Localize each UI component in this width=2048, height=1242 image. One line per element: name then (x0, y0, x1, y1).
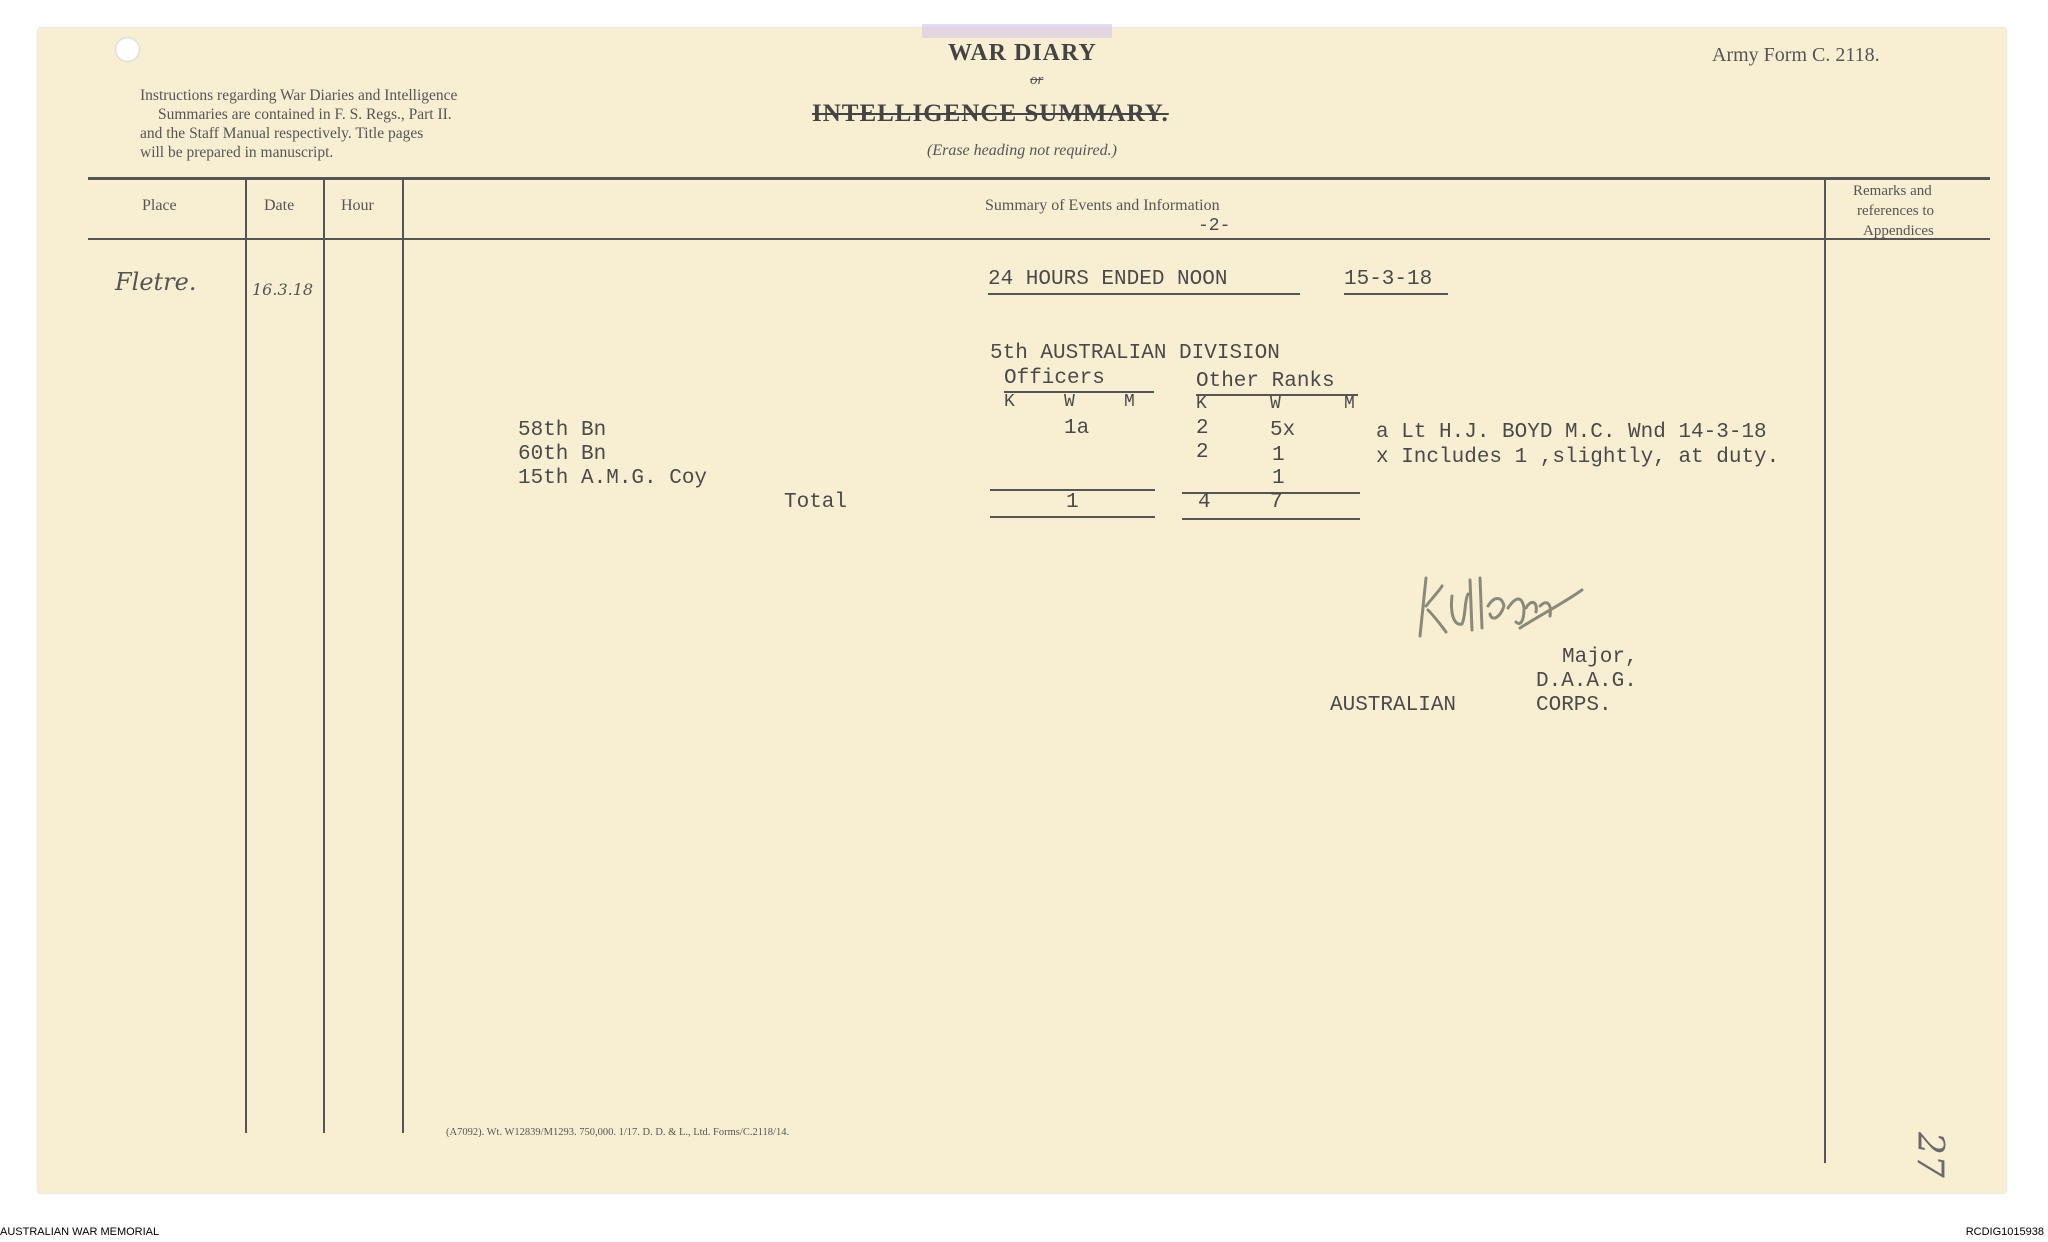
col-rule-remarks (1824, 178, 1826, 1163)
col-header-remarks-2: references to (1857, 203, 1935, 219)
entry-place: Fletre. (115, 268, 197, 296)
header-bottom-rule (88, 238, 1990, 240)
form-title: WAR DIARY (948, 40, 1097, 66)
print-code: (A7092). Wt. W12839/M1293. 750,000. 1/17. D. D. & L., Ltd. Forms/C.2118/14. (446, 1127, 790, 1138)
signature-unit-right: CORPS. (1536, 694, 1612, 717)
note-a: a Lt H.J. BOYD M.C. Wnd 14-3-18 (1376, 421, 1767, 444)
row-other-w: 1 (1272, 467, 1285, 490)
total-bottom-rule-other (1182, 518, 1360, 520)
other-w-header: W (1270, 394, 1281, 414)
row-unit: 60th Bn (518, 443, 607, 466)
row-other-k: 2 (1196, 441, 1209, 464)
division-heading: 5th AUSTRALIAN DIVISION (990, 342, 1280, 365)
folio-number: 27 (1909, 1132, 1950, 1178)
col-header-date: Date (264, 197, 295, 214)
original-stamp (922, 24, 1112, 38)
note-x: x Includes 1 ,slightly, at duty. (1376, 446, 1780, 469)
officers-m-header: M (1124, 392, 1135, 412)
col-rule-place (245, 178, 247, 1133)
archive-caption-right: RCDIG1015938 (1965, 1226, 2044, 1238)
col-header-place: Place (142, 197, 177, 214)
other-k-header: K (1196, 394, 1207, 414)
total-bottom-rule-officers (990, 516, 1155, 518)
row-unit: 58th Bn (518, 419, 607, 442)
instructions-line-2: Summaries are contained in F. S. Regs., Part II. (158, 106, 452, 123)
archive-caption-left: AUSTRALIAN WAR MEMORIAL (0, 1226, 160, 1238)
total-label: Total (784, 491, 848, 514)
handwritten-signature (1412, 566, 1592, 656)
form-or: or (1030, 72, 1044, 88)
signature-post: D.A.A.G. (1536, 670, 1637, 693)
total-other-w: 7 (1270, 491, 1283, 514)
instructions-line-1: Instructions regarding War Diaries and Intelligence (140, 87, 458, 104)
instructions-line-4: will be prepared in manuscript. (140, 144, 334, 161)
instructions-line-3: and the Staff Manual respectively. Title pages (140, 125, 424, 142)
row-other-w: 1 (1272, 444, 1285, 467)
row-officers-w: 1a (1064, 417, 1090, 440)
row-unit: 15th A.M.G. Coy (518, 467, 708, 490)
other-m-header: M (1344, 394, 1355, 414)
col-rule-date (323, 178, 325, 1133)
report-heading-right: 15-3-18 (1344, 268, 1433, 291)
signature-unit-left: AUSTRALIAN (1330, 694, 1457, 717)
heading-underline-left (988, 293, 1300, 295)
row-other-k: 2 (1196, 417, 1209, 440)
col-rule-hour (402, 178, 404, 1133)
erase-note: (Erase heading not required.) (927, 142, 1117, 159)
form-subtitle: INTELLIGENCE SUMMARY. (812, 100, 1169, 127)
col-header-summary: Summary of Events and Information (985, 197, 1220, 214)
signature-rank: Major, (1562, 646, 1638, 669)
officers-w-header: W (1064, 392, 1075, 412)
heading-underline-right (1344, 293, 1448, 295)
entry-date: 16.3.18 (252, 280, 314, 299)
col-header-remarks-3: Appendices (1863, 223, 1934, 239)
officers-k-header: K (1004, 392, 1015, 412)
army-form-number: Army Form C. 2118. (1712, 44, 1880, 66)
col-header-remarks-1: Remarks and (1853, 183, 1932, 199)
table-top-rule (88, 177, 1990, 180)
total-other-k: 4 (1198, 491, 1211, 514)
page-number: -2- (1198, 216, 1231, 236)
col-header-hour: Hour (341, 197, 374, 214)
officers-label: Officers (1004, 367, 1105, 390)
report-heading-left: 24 HOURS ENDED NOON (988, 268, 1228, 291)
punch-hole (115, 37, 140, 62)
total-officers-w: 1 (1066, 491, 1079, 514)
other-ranks-label: Other Ranks (1196, 370, 1335, 393)
row-other-w: 5x (1270, 419, 1296, 442)
